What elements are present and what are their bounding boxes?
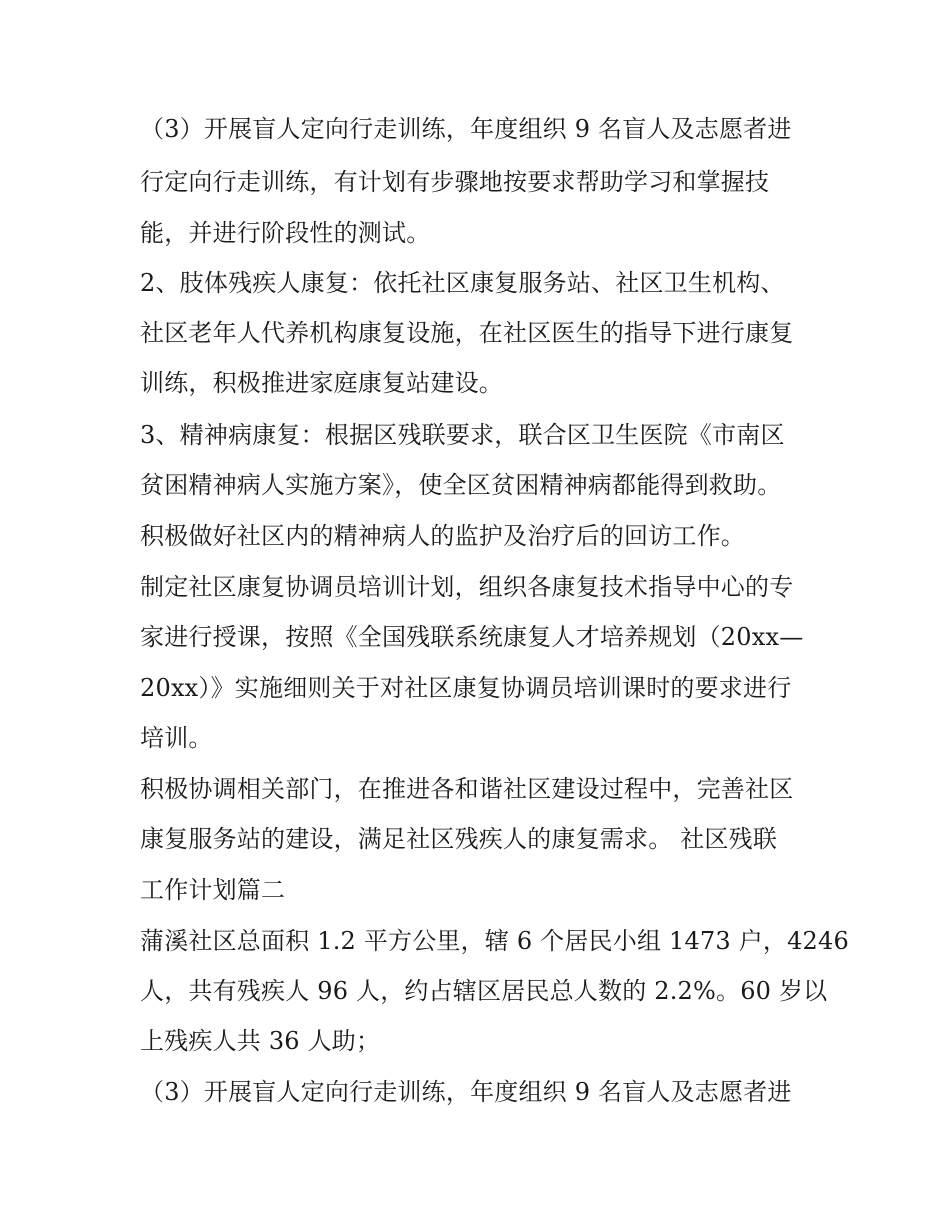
text-line: 上残疾人共 36 人助；	[140, 1027, 381, 1055]
text-line: 3、精神病康复：根据区残联要求，联合区卫生医院《市南区	[140, 421, 785, 449]
text-line: 康复服务站的建设，满足社区残疾人的康复需求。 社区残联	[140, 825, 778, 853]
text-line: 积极协调相关部门，在推进各和谐社区建设过程中，完善社区	[140, 775, 794, 803]
text-line: 蒲溪社区总面积 1.2 平方公里，辖 6 个居民小组 1473 户，4246	[140, 927, 849, 955]
text-line: 人，共有残疾人 96 人，约占辖区居民总人数的 2.2%。60 岁以	[140, 977, 828, 1005]
text-line: （3）开展盲人定向行走训练，年度组织 9 名盲人及志愿者进	[140, 115, 792, 143]
text-line: 贫困精神病人实施方案》，使全区贫困精神病都能得到救助。	[140, 471, 782, 499]
text-line: 工作计划篇二	[140, 876, 286, 904]
text-line: 社区老年人代养机构康复设施，在社区医生的指导下进行康复	[140, 319, 794, 347]
text-line: 家进行授课，按照《全国残联系统康复人才培养规划（20xx—	[140, 623, 804, 651]
text-line: 训练，积极推进家庭康复站建设。	[140, 369, 503, 397]
text-line: （3）开展盲人定向行走训练，年度组织 9 名盲人及志愿者进	[140, 1078, 792, 1106]
text-line: 2、肢体残疾人康复：依托社区康复服务站、社区卫生机构、	[140, 269, 785, 297]
text-line: 制定社区康复协调员培训计划，组织各康复技术指导中心的专	[140, 573, 794, 601]
text-line: 行定向行走训练，有计划有步骤地按要求帮助学习和掌握技	[140, 168, 770, 196]
text-line: 能，并进行阶段性的测试。	[140, 219, 431, 247]
text-line: 20xx）》实施细则关于对社区康复协调员培训课时的要求进行	[140, 674, 792, 702]
text-line: 积极做好社区内的精神病人的监护及治疗后的回访工作。	[140, 522, 745, 550]
text-line: 培训。	[140, 724, 213, 752]
